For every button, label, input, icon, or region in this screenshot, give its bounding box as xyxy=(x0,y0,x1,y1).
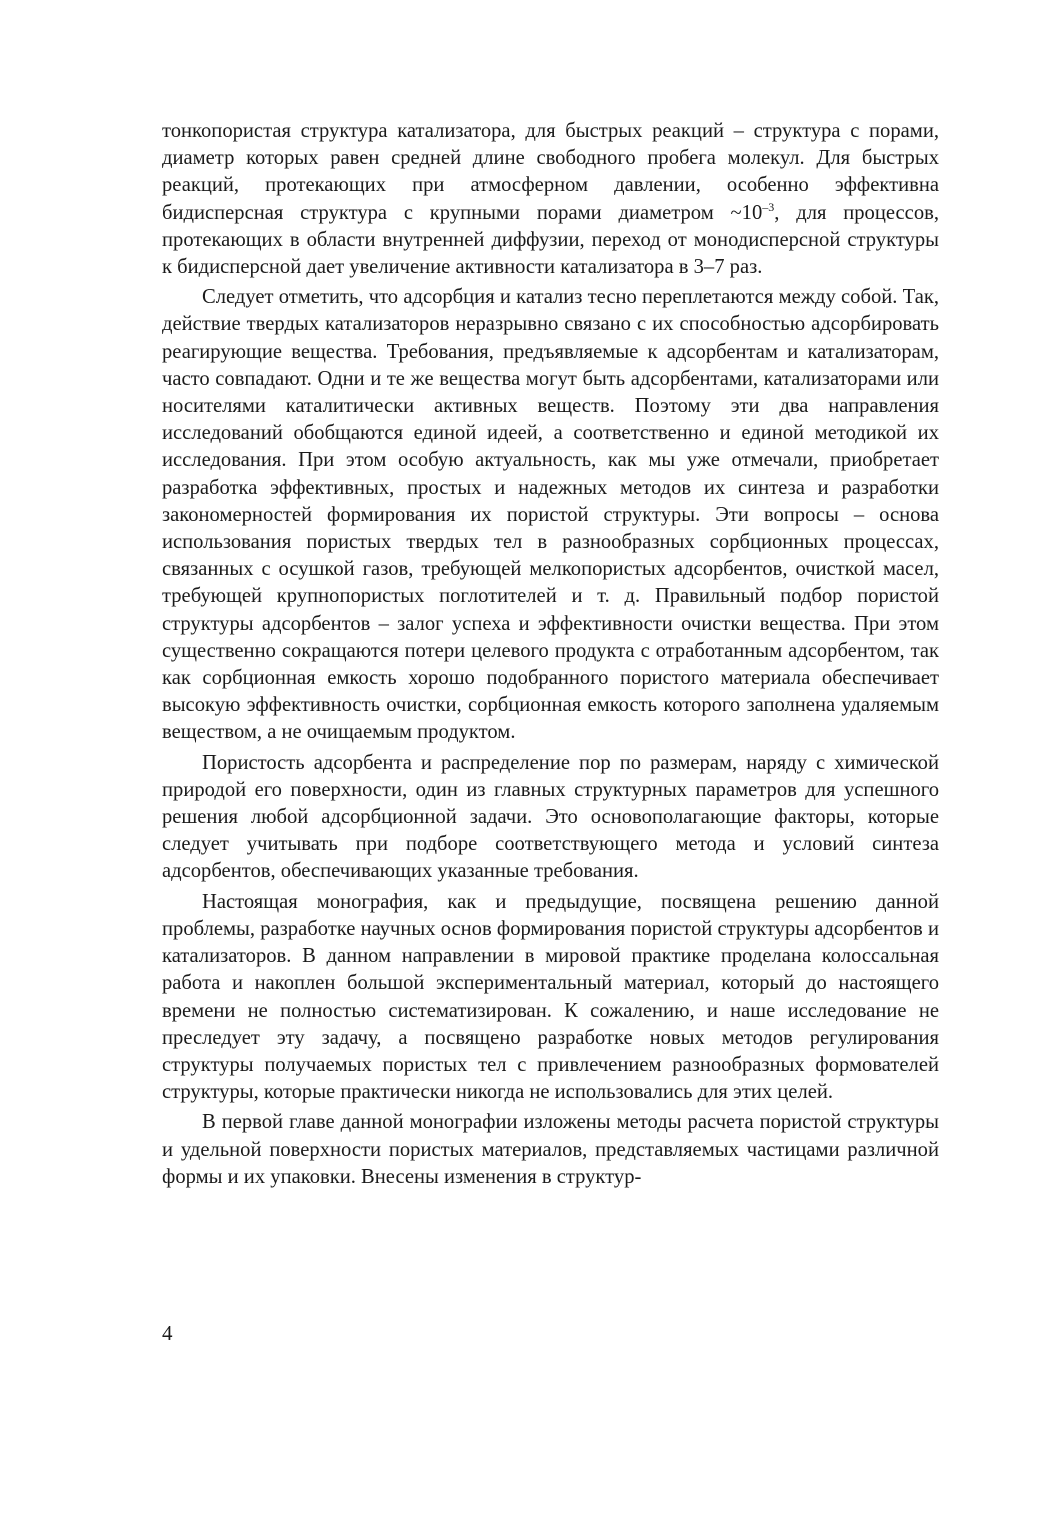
paragraph-1-text-cont: , для процессов, протекающих в области внутренней диффузии, переход от монодисперсной структуры к бидисперсной дает увеличение активности катализатора в 3–7 раз. xyxy=(162,201,939,279)
paragraph-1 xyxy=(162,118,939,281)
paragraph-3: Пористость адсорбента и распределение пор по размерам, наряду с химической природой его поверхности, один из главных структурных параметров для успешного решения любой адсорбционной задачи. Это основополагающие факторы, которые следует учитывать при подборе соответствующего метода и условий синтеза адсорбентов, обеспечивающих указанные требования. xyxy=(162,751,939,883)
paragraph-2: Следует отметить, что адсорбция и катализ тесно переплетаются между собой. Так, действие твердых катализаторов неразрывно связано с их способностью адсорбировать реагирующие вещества. Требования, предъявляемые к адсорбентам и катализаторам, часто совпадают. Одни и те же вещества могут быть адсорбентами, катализаторами или носителями каталитически активных веществ. Поэтому эти два направления исследований обобщаются единой идеей, а соответственно и единой методикой их исследования. При этом особую актуальность, как мы уже отмечали, приобретает разработка эффективных, простых и надежных методов их синтеза и разработки закономерностей формирования их пористой структуры. Эти вопросы – основа использования пористых твердых тел в разнообразных сорбционных процессах, связанных с осушкой газов, требующей мелкопористых адсорбентов, очисткой масел, требующей крупнопористых поглотителей и т. д. Правильный подбор пористой структуры адсорбентов – залог успеха и эффективности очистки вещества. При этом существенно сокращаются потери целевого продукта с отработанным адсорбентом, так как сорбционная емкость хорошо подобранного пористого материала обеспечивает высокую эффективность очистки, сорбционная емкость которого заполнена удаляемым веществом, а не очищаемым продуктом. xyxy=(162,286,939,744)
exponent-superscript: –3 xyxy=(762,199,775,214)
page-body-text xyxy=(162,118,939,1191)
paragraph-4: Настоящая монография, как и предыдущие, посвящена решению данной проблемы, разработке научных основ формирования пористой структуры адсорбентов и катализаторов. В данном направлении в мировой практике проделана колоссальная работа и накоплен большой экспериментальный материал, который до настоящего времени не полностью систематизирован. К сожалению, и наше исследование не преследует эту задачу, а посвящено разработке новых методов регулирования структуры получаемых пористых тел с привлечением разнообразных формователей структуры, которые практически никогда не использовались для этих целей. xyxy=(162,890,939,1104)
paragraph-5: В первой главе данной монографии изложены методы расчета пористой структуры и удельной поверхности пористых материалов, представляемых частицами различной формы и их упаковки. Внесены изменения в структур- xyxy=(162,1111,939,1188)
paragraph-1-text: тонкопористая структура катализатора, для быстрых реакций – структура с порами, диаметр которых равен средней длине свободного пробега молекул. Для быстрых реакций, протекающих при атмосферном давлении, особенно эффективна бидисперсная структура с крупными порами диаметром ~10 xyxy=(162,120,939,224)
page-number: 4 xyxy=(162,1321,173,1345)
